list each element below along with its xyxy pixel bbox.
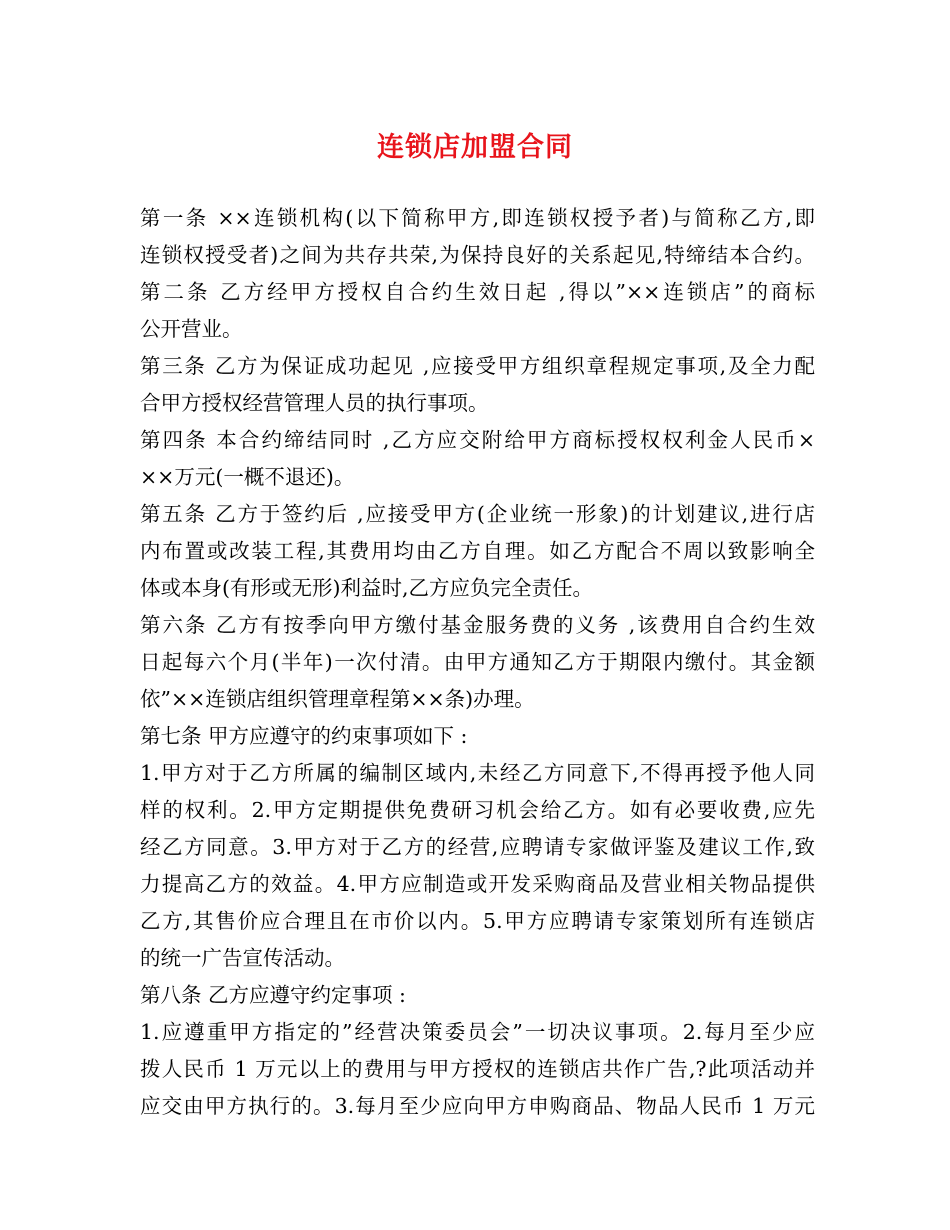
- contract-text-line: 的统一广告宣传活动。: [140, 946, 345, 970]
- contract-text-line: 乙方,其售价应合理且在市价以内。5.甲方应聘请专家策划所有连锁店: [140, 909, 815, 933]
- contract-text-line: 公开营业。: [140, 317, 243, 341]
- contract-text-line: 第六条 乙方有按季向甲方缴付基金服务费的义务 ,该费用自合约生效: [140, 613, 815, 637]
- contract-text-line: 1.应遵重甲方指定的”经营决策委员会”一切决议事项。2.每月至少应: [140, 1020, 815, 1044]
- contract-text-line: 应交由甲方执行的。3.每月至少应向甲方申购商品、物品人民币 1 万元: [140, 1094, 815, 1118]
- contract-body: [140, 200, 815, 1125]
- contract-text-line: 经乙方同意。3.甲方对于乙方的经营,应聘请专家做评鉴及建议工作,致: [140, 835, 815, 859]
- contract-text-line: 第七条 甲方应遵守的约束事项如下 :: [140, 724, 468, 748]
- contract-text-line: 第五条 乙方于签约后 ,应接受甲方(企业统一形象)的计划建议,进行店: [140, 502, 815, 526]
- contract-text-line: 第一条 ××连锁机构(以下简称甲方,即连锁权授予者)与简称乙方,即: [140, 206, 815, 230]
- contract-text-line: 力提高乙方的效益。4.甲方应制造或开发采购商品及营业相关物品提供: [140, 872, 815, 896]
- contract-text-line: 1.甲方对于乙方所属的编制区域内,未经乙方同意下,不得再授予他人同: [140, 761, 815, 785]
- contract-text-line: 第三条 乙方为保证成功起见 ,应接受甲方组织章程规定事项,及全力配: [140, 354, 815, 378]
- contract-text-line: 样的权利。2.甲方定期提供免费研习机会给乙方。如有必要收费,应先: [140, 798, 815, 822]
- contract-text-line: 第八条 乙方应遵守约定事项 :: [140, 983, 406, 1007]
- contract-text-line: 日起每六个月(半年)一次付清。由甲方通知乙方于期限内缴付。其金额: [140, 650, 815, 674]
- document-title: 连锁店加盟合同: [377, 132, 573, 163]
- contract-text-line: 连锁权授受者)之间为共存共荣,为保持良好的关系起见,特缔结本合约。: [140, 243, 815, 267]
- contract-text-line: 第四条 本合约缔结同时 ,乙方应交附给甲方商标授权权利金人民币×: [140, 428, 815, 452]
- contract-text-line: 依”××连锁店组织管理章程第××条)办理。: [140, 687, 535, 711]
- contract-text-line: 内布置或改装工程,其费用均由乙方自理。如乙方配合不周以致影响全: [140, 539, 815, 563]
- contract-text-line: 拨人民币 1 万元以上的费用与甲方授权的连锁店共作广告,?此项活动并: [140, 1057, 815, 1081]
- contract-text-line: 第二条 乙方经甲方授权自合约生效日起 ,得以”××连锁店”的商标: [140, 280, 815, 304]
- contract-text-line: 体或本身(有形或无形)利益时,乙方应负完全责任。: [140, 576, 594, 600]
- contract-text-line: ××万元(一概不退还)。: [140, 465, 355, 489]
- contract-text-line: 合甲方授权经营管理人员的执行事项。: [140, 391, 489, 415]
